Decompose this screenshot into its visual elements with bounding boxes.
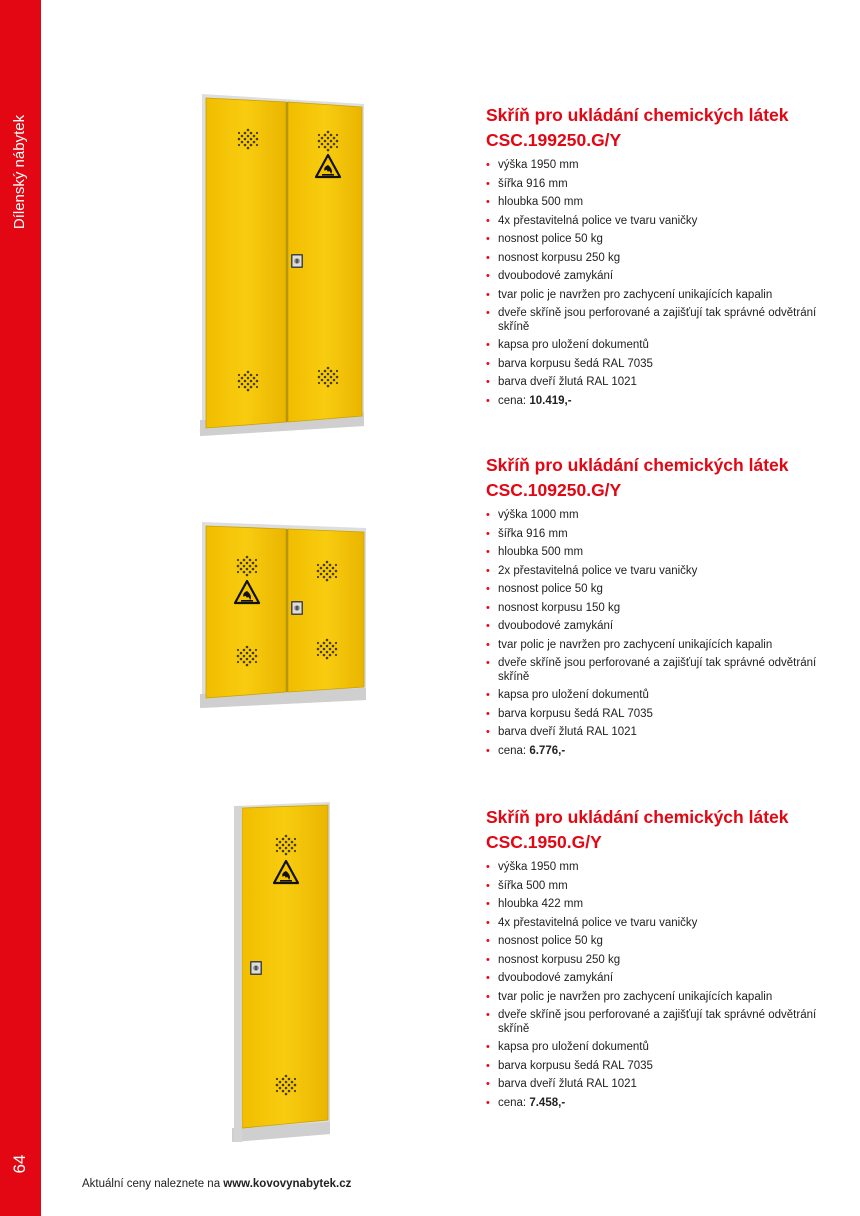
spec-item: • nosnost korpusu 250 kg	[486, 954, 826, 968]
spec-item: • nosnost korpusu 150 kg	[486, 602, 826, 616]
spec-item: • tvar polic je navržen pro zachycení unikajících kapalin	[486, 991, 826, 1005]
spec-item: • hloubka 500 mm	[486, 546, 826, 560]
price-item	[486, 745, 826, 759]
spec-item: • nosnost police 50 kg	[486, 233, 826, 247]
spec-list	[486, 861, 826, 1110]
product-2-details	[486, 453, 826, 763]
price-label: cena:	[498, 394, 527, 407]
product-3-details	[486, 805, 826, 1115]
price-label: cena:	[498, 1096, 527, 1109]
footer	[82, 1178, 351, 1190]
sidebar	[0, 0, 41, 1216]
spec-item: • šířka 916 mm	[486, 178, 826, 192]
price-item	[486, 1097, 826, 1111]
spec-item: • výška 1950 mm	[486, 861, 826, 875]
price-label: cena:	[498, 744, 527, 757]
spec-item: • 2x přestavitelná police ve tvaru vaničky	[486, 565, 826, 579]
spec-item: • tvar polic je navržen pro zachycení unikajících kapalin	[486, 639, 826, 653]
spec-item: • výška 1950 mm	[486, 159, 826, 173]
spec-item: • barva korpusu šedá RAL 7035	[486, 1060, 826, 1074]
price-value: 10.419,-	[529, 394, 572, 407]
spec-item: • barva korpusu šedá RAL 7035	[486, 358, 826, 372]
product-title-name: Skříň pro ukládání chemických látek	[486, 105, 789, 125]
spec-item: • dveře skříně jsou perforované a zajišťují tak správné odvětrání skříně	[486, 307, 826, 334]
spec-item: • tvar polic je navržen pro zachycení unikajících kapalin	[486, 289, 826, 303]
spec-item: • hloubka 500 mm	[486, 196, 826, 210]
product-title	[486, 453, 826, 503]
price-value: 7.458,-	[529, 1096, 566, 1109]
product-image-csc1950	[222, 798, 338, 1158]
page-number: 64	[10, 1154, 29, 1174]
spec-item: • výška 1000 mm	[486, 509, 826, 523]
product-title	[486, 103, 826, 153]
spec-item: • barva dveří žlutá RAL 1021	[486, 726, 826, 740]
spec-item: • hloubka 422 mm	[486, 898, 826, 912]
product-title-code: CSC.199250.G/Y	[486, 130, 622, 150]
price-value: 6.776,-	[529, 744, 566, 757]
spec-item: • kapsa pro uložení dokumentů	[486, 689, 826, 703]
spec-item: • dveře skříně jsou perforované a zajišťují tak správné odvětrání skříně	[486, 657, 826, 684]
spec-item: • 4x přestavitelná police ve tvaru vaničky	[486, 215, 826, 229]
spec-list	[486, 509, 826, 758]
spec-item: • 4x přestavitelná police ve tvaru vaničky	[486, 917, 826, 931]
spec-item: • barva dveří žlutá RAL 1021	[486, 376, 826, 390]
product-image-csc109250	[190, 512, 376, 722]
spec-item: • nosnost korpusu 250 kg	[486, 252, 826, 266]
section-label: Dílenský nábytek	[11, 114, 28, 230]
spec-item: • nosnost police 50 kg	[486, 583, 826, 597]
footer-text: Aktuální ceny naleznete na	[82, 1178, 224, 1190]
product-title-name: Skříň pro ukládání chemických látek	[486, 455, 789, 475]
spec-item: • barva dveří žlutá RAL 1021	[486, 1078, 826, 1092]
product-title-code: CSC.109250.G/Y	[486, 480, 622, 500]
product-title-code: CSC.1950.G/Y	[486, 832, 602, 852]
spec-item: • dveře skříně jsou perforované a zajišťují tak správné odvětrání skříně	[486, 1009, 826, 1036]
spec-item: • nosnost police 50 kg	[486, 935, 826, 949]
product-title	[486, 805, 826, 855]
spec-item: • šířka 916 mm	[486, 528, 826, 542]
spec-item: • šířka 500 mm	[486, 880, 826, 894]
spec-item: • barva korpusu šedá RAL 7035	[486, 708, 826, 722]
spec-item: • kapsa pro uložení dokumentů	[486, 339, 826, 353]
spec-item: • dvoubodové zamykání	[486, 620, 826, 634]
footer-link[interactable]: www.kovovynabytek.cz	[223, 1178, 352, 1190]
product-1-details	[486, 103, 826, 413]
spec-list	[486, 159, 826, 408]
spec-item: • dvoubodové zamykání	[486, 972, 826, 986]
price-item	[486, 395, 826, 409]
product-title-name: Skříň pro ukládání chemických látek	[486, 807, 789, 827]
product-image-csc199250	[188, 80, 376, 450]
spec-item: • kapsa pro uložení dokumentů	[486, 1041, 826, 1055]
spec-item: • dvoubodové zamykání	[486, 270, 826, 284]
